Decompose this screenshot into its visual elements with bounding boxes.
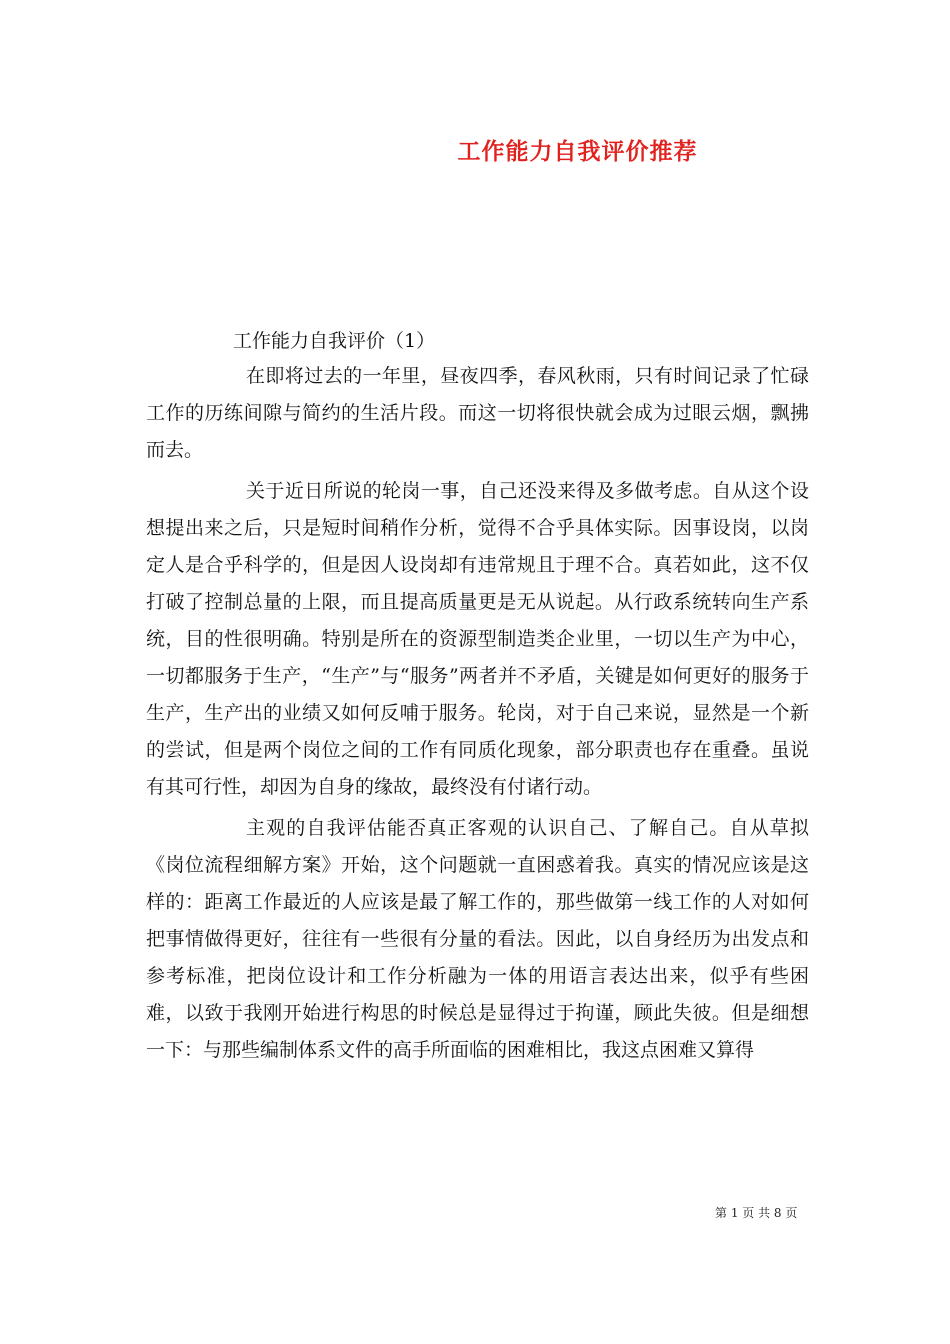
section-heading: 工作能力自我评价（1） xyxy=(233,330,436,352)
paragraph-2: 关于近日所说的轮岗一事，自己还没来得及多做考虑。自从这个设想提出来之后，只是短时间稍作分析，觉得不合乎具体实际。因事设岗，以岗定人是合乎科学的，但是因人设岗却有违常规且于理不合。真若如此，这不仅打破了控制总量的上限，而且提高质量更是无从说起。从行政系统转向生产系统，目的性很明确。特别是所在的资源型制造类企业里，一切以生产为中心，一切都服务于生产，“生产”与“服务”两者并不矛盾，关键是如何更好的服务于生产，生产出的业绩又如何反哺于服务。轮岗，对于自己来说，显然是一个新的尝试，但是两个岗位之间的工作有同质化现象，部分职责也存在重叠。虽说有其可行性，却因为自身的缘故，最终没有付诸行动。 xyxy=(146,480,809,798)
paragraph-3: 主观的自我评估能否真正客观的认识自己、了解自己。自从草拟《岗位流程细解方案》开始，这个问题就一直困惑着我。真实的情况应该是这样的：距离工作最近的人应该是最了解工作的，那些做第一线工作的人对如何把事情做得更好，往往有一些很有分量的看法。因此，以自身经历为出发点和参考标准，把岗位设计和工作分析融为一体的用语言表达出来，似乎有些困难，以致于我刚开始进行构思的时候总是显得过于拘谨，顾此失彼。但是细想一下：与那些编制体系文件的高手所面临的困难相比，我这点困难又算得 xyxy=(146,817,809,1061)
document-body xyxy=(146,358,809,1073)
page-title: 工作能力自我评价推荐 xyxy=(457,138,698,165)
paragraph-1: 在即将过去的一年里，昼夜四季，春风秋雨，只有时间记录了忙碌工作的历练间隙与简约的生活片段。而这一切将很快就会成为过眼云烟，飘拂而去。 xyxy=(146,365,809,461)
page-number-footer: 第 1 页 共 8 页 xyxy=(715,1206,798,1220)
